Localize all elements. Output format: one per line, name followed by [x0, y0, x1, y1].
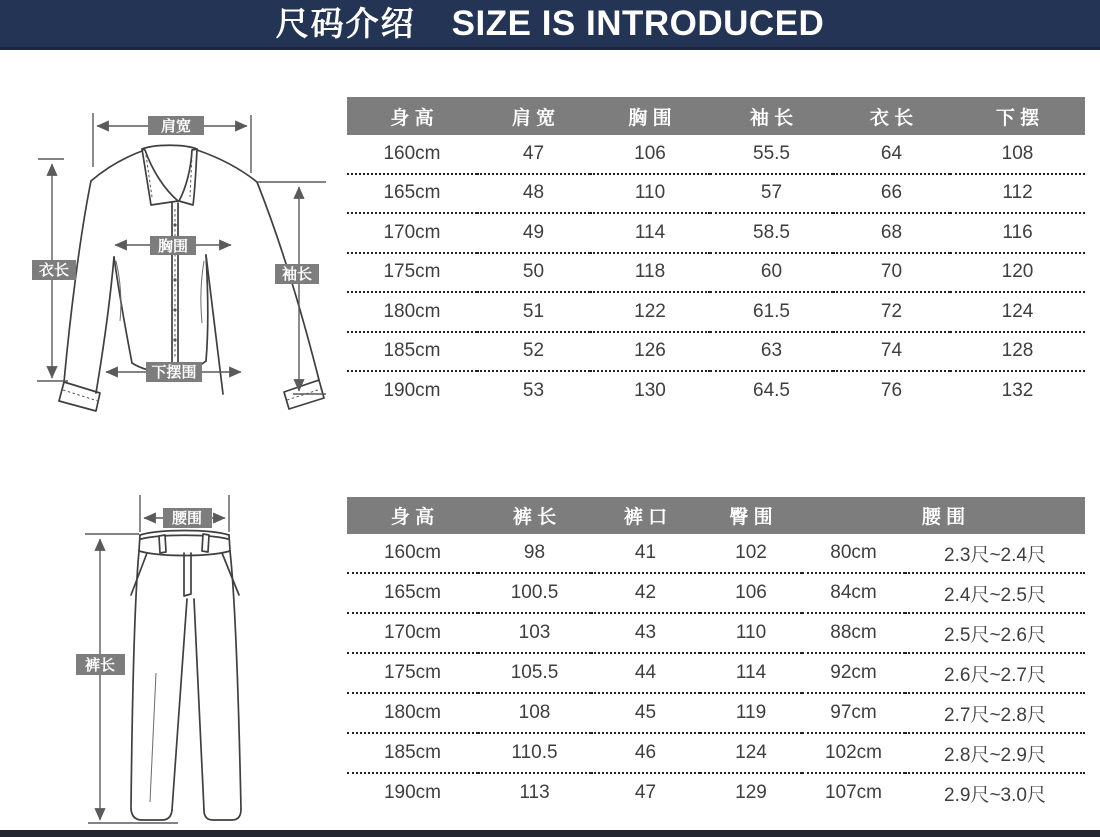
- table-cell: 122: [590, 292, 710, 332]
- table-row: [347, 573, 1085, 613]
- table-cell: 42: [591, 573, 700, 613]
- table-row: [347, 613, 1085, 653]
- table-cell: 60: [710, 253, 833, 293]
- pants-length-label: 裤长: [84, 657, 116, 674]
- column-header-shoulder: 肩 宽: [477, 97, 590, 135]
- table-cell: 190cm: [383, 782, 442, 803]
- table-row: [347, 733, 1085, 773]
- table-cell: 52: [477, 332, 590, 372]
- table-cell: 47: [634, 782, 657, 803]
- table-cell: 2.8尺~2.9尺: [905, 733, 1085, 773]
- table-cell: 2.5尺~2.6尺: [905, 613, 1085, 653]
- table-row: [347, 693, 1085, 733]
- table-cell: 45: [591, 693, 700, 733]
- table-row: [347, 653, 1085, 693]
- table-cell: 190cm: [383, 379, 441, 401]
- sleeve-length-label: 袖长: [281, 266, 313, 283]
- table-cell: 175cm: [347, 653, 478, 693]
- table-cell: 46: [591, 733, 700, 773]
- table-cell: 48: [477, 174, 590, 214]
- table-cell: 119: [700, 693, 802, 733]
- table-cell: 41: [591, 534, 700, 573]
- tops-table-header-row: [347, 97, 1085, 135]
- table-cell: 128: [950, 332, 1085, 372]
- banner-title-en: SIZE IS INTRODUCED: [451, 4, 825, 43]
- table-cell: 98: [478, 534, 591, 573]
- table-cell: 51: [477, 292, 590, 332]
- column-header-waist: 腰 围: [802, 497, 1085, 534]
- table-cell: 124: [700, 733, 802, 773]
- table-cell: 108: [478, 693, 591, 733]
- table-cell: 2.4尺~2.5尺: [905, 573, 1085, 613]
- table-cell: 185cm: [347, 332, 477, 372]
- pants-size-table: [347, 497, 1085, 812]
- table-cell: 64.5: [753, 379, 790, 401]
- table-row: [347, 332, 1085, 372]
- table-cell: 132: [1001, 379, 1034, 401]
- shoulder-width-label: 肩宽: [160, 118, 192, 135]
- column-header-length: 衣 长: [833, 97, 950, 135]
- table-cell: 126: [590, 332, 710, 372]
- tops-size-table: [347, 97, 1085, 410]
- table-cell: 116: [950, 213, 1085, 253]
- waist-label: 腰围: [171, 510, 203, 527]
- table-row: [347, 773, 1085, 812]
- column-header-hem: 下 摆: [950, 97, 1085, 135]
- table-cell: 43: [591, 613, 700, 653]
- table-cell: 66: [833, 174, 950, 214]
- table-cell: 102cm: [802, 733, 905, 773]
- table-cell: 72: [833, 292, 950, 332]
- table-cell: 114: [590, 213, 710, 253]
- table-cell: 106: [590, 135, 710, 174]
- table-cell: 130: [634, 379, 666, 401]
- column-header-height: 身 高: [347, 97, 477, 135]
- table-cell: 113: [519, 782, 550, 803]
- shirt-measurement-diagram: [30, 95, 345, 455]
- table-cell: 114: [700, 653, 802, 693]
- table-cell: 165cm: [347, 573, 478, 613]
- table-row: [347, 371, 1085, 410]
- garment-length-dimension: [32, 159, 76, 381]
- table-cell: 53: [522, 379, 545, 401]
- table-cell: 110: [590, 174, 710, 214]
- banner-title-zh: 尺码介绍: [275, 5, 416, 42]
- table-cell: 105.5: [478, 653, 591, 693]
- table-cell: 64: [833, 135, 950, 174]
- table-row: [347, 534, 1085, 573]
- chest-label: 胸围: [157, 238, 189, 255]
- table-cell: 76: [880, 379, 903, 401]
- table-cell: 118: [590, 253, 710, 293]
- table-cell: 84cm: [802, 573, 905, 613]
- page-banner: [0, 0, 1100, 50]
- table-cell: 103: [478, 613, 591, 653]
- table-cell: 106: [700, 573, 802, 613]
- table-cell: 160cm: [347, 135, 477, 174]
- table-cell: 170cm: [347, 613, 478, 653]
- table-cell: 100.5: [478, 573, 591, 613]
- table-cell: 110: [700, 613, 802, 653]
- table-cell: 92cm: [802, 653, 905, 693]
- table-cell: 110.5: [478, 733, 591, 773]
- table-cell: 2.7尺~2.8尺: [905, 693, 1085, 733]
- table-cell: 57: [710, 174, 833, 214]
- pants-measurement-diagram: [55, 475, 345, 837]
- table-cell: 74: [833, 332, 950, 372]
- table-cell: 108: [950, 135, 1085, 174]
- table-cell: 44: [591, 653, 700, 693]
- table-cell: 63: [710, 332, 833, 372]
- table-cell: 70: [833, 253, 950, 293]
- table-cell: 120: [950, 253, 1085, 293]
- table-cell: 180cm: [347, 693, 478, 733]
- table-cell: 129: [735, 782, 767, 803]
- table-row: [347, 213, 1085, 253]
- column-header-hip: 臀 围: [700, 497, 802, 534]
- table-cell: 160cm: [347, 534, 478, 573]
- table-cell: 180cm: [347, 292, 477, 332]
- column-header-height: 身 高: [347, 497, 478, 534]
- table-cell: 61.5: [710, 292, 833, 332]
- column-header-sleeve: 袖 长: [710, 97, 833, 135]
- table-cell: 165cm: [347, 174, 477, 214]
- table-cell: 175cm: [347, 253, 477, 293]
- table-cell: 97cm: [802, 693, 905, 733]
- table-cell: 80cm: [802, 534, 905, 573]
- table-cell: 50: [477, 253, 590, 293]
- table-cell: 2.6尺~2.7尺: [905, 653, 1085, 693]
- column-header-pants-length: 裤 长: [478, 497, 591, 534]
- garment-length-label: 衣长: [38, 262, 70, 279]
- waist-dimension: [140, 495, 229, 532]
- table-cell: 107cm: [824, 782, 883, 803]
- table-cell: 102: [700, 534, 802, 573]
- chest-dimension: [115, 236, 231, 255]
- hem-label: 下摆围: [151, 364, 197, 381]
- table-cell: 2.9尺~3.0尺: [944, 784, 1046, 806]
- table-cell: 88cm: [802, 613, 905, 653]
- table-cell: 185cm: [347, 733, 478, 773]
- column-header-chest: 胸 围: [590, 97, 710, 135]
- table-row: [347, 253, 1085, 293]
- column-header-leg-opening: 裤 口: [591, 497, 700, 534]
- pants-length-dimension: [76, 534, 178, 823]
- table-cell: 112: [950, 174, 1085, 214]
- table-cell: 170cm: [347, 213, 477, 253]
- shoulder-width-dimension: [93, 113, 251, 173]
- table-cell: 2.3尺~2.4尺: [905, 534, 1085, 573]
- bottom-divider-bar: [0, 830, 1100, 837]
- table-cell: 124: [950, 292, 1085, 332]
- table-cell: 49: [477, 213, 590, 253]
- table-cell: 55.5: [710, 135, 833, 174]
- table-cell: 58.5: [710, 213, 833, 253]
- pants-outline-drawing: [131, 531, 241, 821]
- table-row: [347, 135, 1085, 174]
- table-row: [347, 292, 1085, 332]
- table-cell: 68: [833, 213, 950, 253]
- table-cell: 47: [477, 135, 590, 174]
- pants-table-header-row: [347, 497, 1085, 534]
- table-row: [347, 174, 1085, 214]
